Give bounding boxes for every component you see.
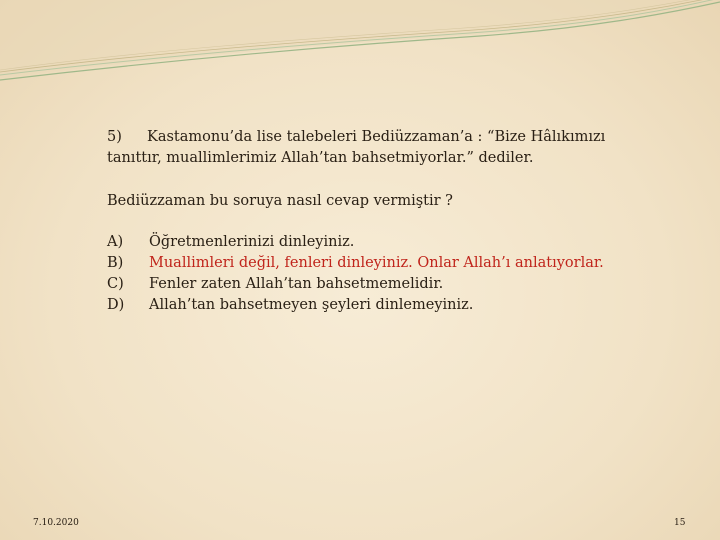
footer-date: 7.10.2020 — [33, 518, 79, 528]
question-number: 5) — [107, 129, 122, 145]
option-b[interactable] — [107, 253, 667, 274]
option-letter: B) — [107, 255, 124, 271]
question-prompt: Bediüzzaman bu soruya nasıl cevap vermiştir ? — [107, 193, 453, 209]
answer-options — [107, 232, 667, 316]
option-a[interactable] — [107, 232, 667, 253]
option-text: Muallimleri değil, fenleri dinleyiniz. Onlar Allah’ı anlatıyorlar. — [149, 255, 604, 271]
question-block — [107, 127, 667, 316]
decorative-wave — [0, 0, 720, 100]
slide-number: 15 — [674, 518, 686, 528]
question-text-1: Kastamonu’da lise talebeleri Bediüzzaman’a : “Bize Hâlıkımızı — [147, 129, 606, 145]
option-letter: A) — [107, 234, 124, 250]
option-letter: C) — [107, 276, 124, 292]
question-line-1 — [107, 127, 667, 148]
question-line-2: tanıttır, muallimlerimiz Allah’tan bahsetmiyorlar.” dediler. — [107, 150, 534, 166]
option-c[interactable] — [107, 274, 667, 295]
option-text: Fenler zaten Allah’tan bahsetmemelidir. — [149, 276, 444, 292]
option-letter: D) — [107, 297, 125, 313]
option-d[interactable] — [107, 295, 667, 316]
option-text: Öğretmenlerinizi dinleyiniz. — [149, 234, 355, 250]
option-text: Allah’tan bahsetmeyen şeyleri dinlemeyiniz. — [149, 297, 474, 313]
